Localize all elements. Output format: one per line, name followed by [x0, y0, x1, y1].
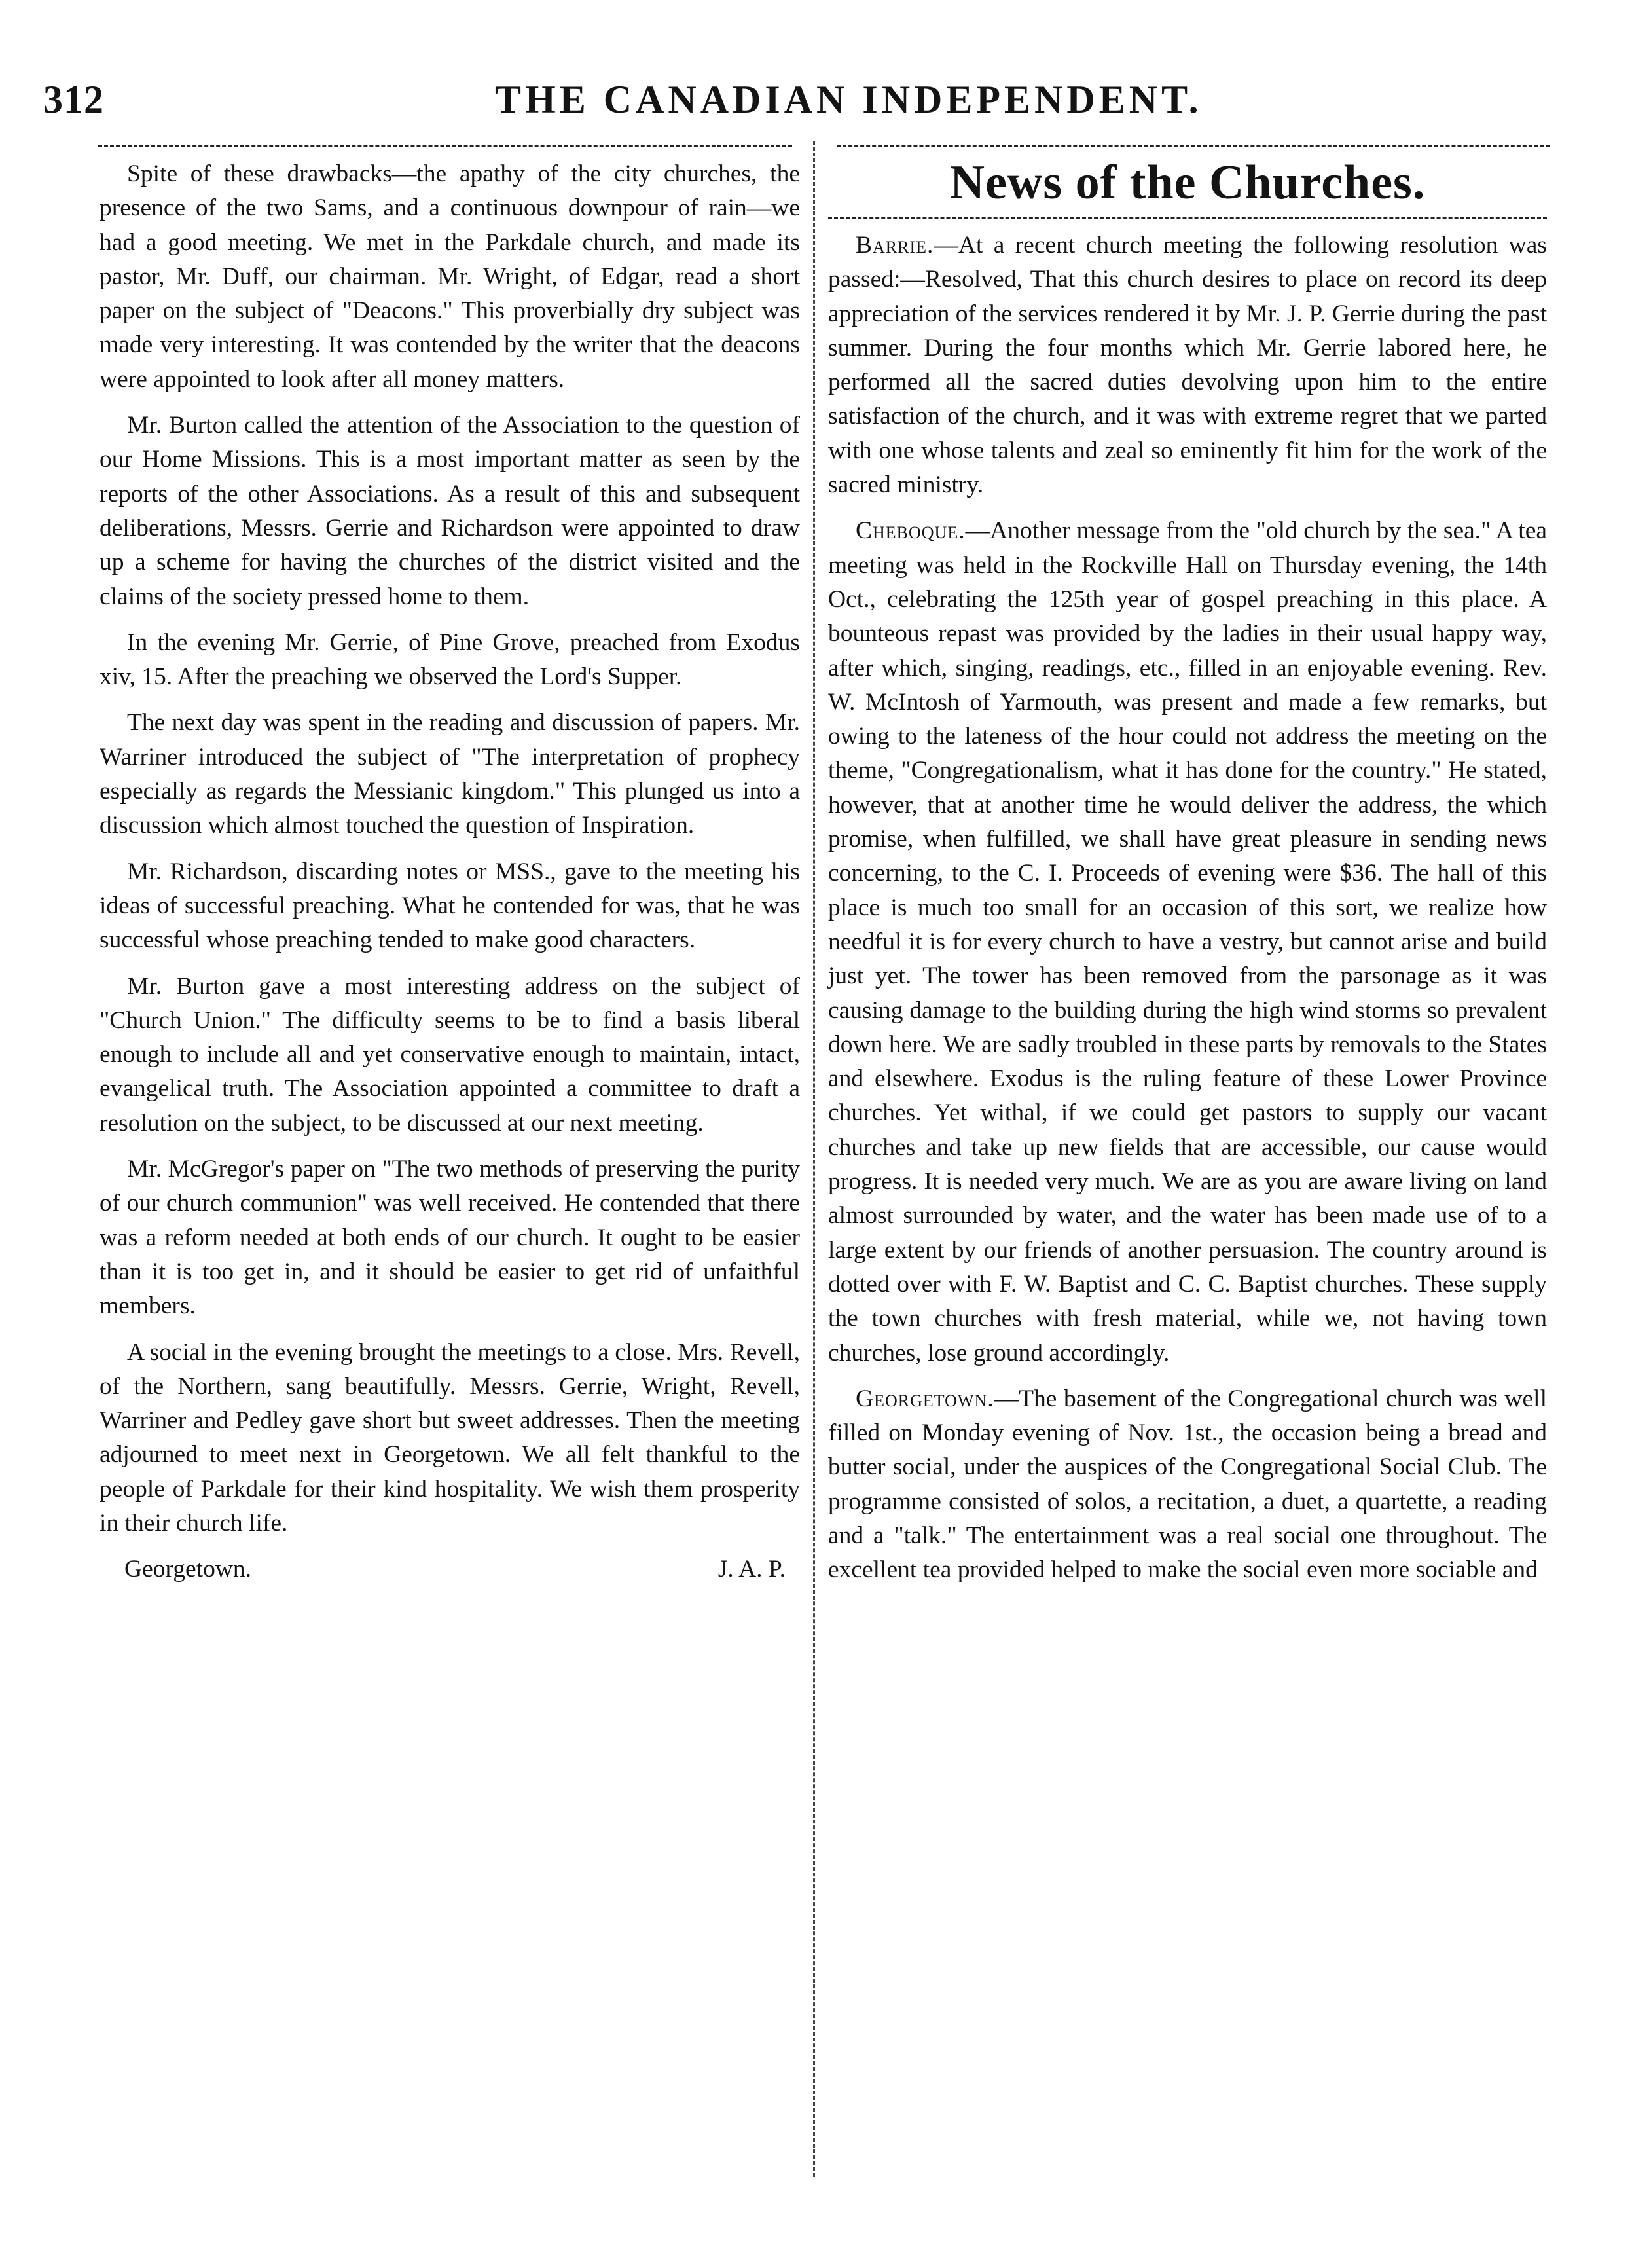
- section-title-rule: [828, 217, 1547, 219]
- signoff-initials: J. A. P.: [717, 1556, 786, 1583]
- left-header-rule: [98, 145, 792, 147]
- paragraph: Mr. McGregor's paper on "The two methods of preserving the purity of our church communion" was well received. He contended that there was a reform needed at both ends of our church. It ought to be easier than it is too get in, and it should be easier to get rid of unfaithful members.: [100, 1156, 800, 1320]
- paragraph: A social in the evening brought the meetings to a close. Mrs. Revell, of the Northern, sang beautifully. Messrs. Gerrie, Wright, Revell, Warriner and Pedley gave short but sweet addresses. Then the meeting adjourned to meet next in Georgetown. We all felt thankful to the people of Parkdale for their kind hospitality. We wish them prosperity in their church life.: [100, 1338, 800, 1537]
- section-title: News of the Churches.: [949, 156, 1426, 210]
- right-column: [828, 149, 1547, 1600]
- news-place: Barrie.: [856, 232, 934, 259]
- left-column: [100, 157, 800, 1599]
- paragraph: Mr. Richardson, discarding notes or MSS., gave to the meeting his ideas of successful preaching. What he contended for was, that he was successful whose preaching tended to make good characters.: [100, 858, 800, 954]
- paragraph: Spite of these drawbacks—the apathy of the city churches, the presence of the two Sams, and a continuous downpour of rain—we had a good meeting. We met in the Parkdale church, and made its pastor, Mr. Duff, our chairman. Mr. Wright, of Edgar, read a short paper on the subject of "Deacons." This proverbially dry subject was made very interesting. It was contended by the writer that the deacons were appointed to look after all money matters.: [100, 160, 800, 393]
- paragraph: Mr. Burton called the attention of the Association to the question of our Home Missions. This is a most important matter as seen by the reports of the other Associations. As a result of this and subsequent deliberations, Messrs. Gerrie and Richardson were appointed to draw up a scheme for having the churches of the district visited and the claims of the society pressed home to them.: [100, 412, 800, 610]
- news-text: —At a recent church meeting the following resolution was passed:—Resolved, That this church desires to place on record its deep appreciation of the services rendered it by Mr. J. P. Gerrie during the past summer. During the four months which Mr. Gerrie labored here, he performed all the sacred duties devolving upon him to the entire satisfaction of the church, and it was with extreme regret that we parted with one whose talents and zeal so eminently fit him for the work of the sacred ministry.: [828, 232, 1547, 499]
- news-item: [828, 1382, 1547, 1588]
- news-place: Cheboque.: [856, 517, 966, 545]
- signoff-place: Georgetown.: [124, 1556, 252, 1583]
- running-title: THE CANADIAN INDEPENDENT.: [495, 78, 1203, 121]
- right-header-rule: [837, 145, 1550, 147]
- page-number: 312: [43, 78, 104, 121]
- column-divider: [813, 141, 815, 2177]
- signoff: [100, 1552, 800, 1586]
- paragraph: In the evening Mr. Gerrie, of Pine Grove, preached from Exodus xiv, 15. After the preaching we observed the Lord's Supper.: [100, 629, 800, 691]
- news-text: —Another message from the "old church by the sea." A tea meeting was held in the Rockville Hall on Thursday evening, the 14th Oct., celebrating the 125th year of gospel preaching in this place. A bounteous repast was provided by the ladies in their usual happy way, after which, singing, readings, etc., filled in an enjoyable evening. Rev. W. McIntosh of Yarmouth, was present and made a few remarks, but owing to the lateness of the hour could not address the meeting on the theme, "Congregationalism, what it has done for the country." He stated, however, that at another time he would deliver the address, the which promise, when fulfilled, we shall have great pleasure in sending news concerning, to the C. I. Proceeds of evening were $36. The hall of this place is much too small for an occasion of this sort, we realize how needful it is for every church to have a vestry, but cannot arise and build just yet. The tower has been removed from the parsonage as it was causing damage to the building during the high wind storms so prevalent down here. We are sadly troubled in these parts by removals to the States and elsewhere. Exodus is the ruling feature of these Lower Province churches. Yet withal, if we could get pastors to supply our vacant churches and take up new fields that are accessible, our cause would progress. It is needed very much. We are as you are aware living on land almost surrounded by water, and the water has been made use of to a large extent by our friends of another persuasion. The country around is dotted over with F. W. Baptist and C. C. Baptist churches. These supply the town churches with fresh material, while we, not having town churches, lose ground accordingly.: [828, 517, 1547, 1366]
- news-item: [828, 229, 1547, 502]
- paragraph: Mr. Burton gave a most interesting address on the subject of "Church Union." The difficulty seems to be to find a basis liberal enough to include all and yet conservative enough to maintain, intact, evangelical truth. The Association appointed a committee to draft a resolution on the subject, to be discussed at our next meeting.: [100, 972, 800, 1137]
- news-place: Georgetown.: [856, 1385, 994, 1412]
- news-text: —The basement of the Congregational church was well filled on Monday evening of Nov. 1st., the occasion being a bread and butter social, under the auspices of the Congregational Social Club. The programme consisted of solos, a recitation, a duet, a quartette, a reading and a "talk." The entertainment was a real social one throughout. The excellent tea provided helped to make the social even more sociable and: [828, 1385, 1547, 1584]
- paragraph: The next day was spent in the reading and discussion of papers. Mr. Warriner introduced the subject of "The interpretation of prophecy especially as regards the Messianic kingdom." This plunged us into a discussion which almost touched the question of Inspiration.: [100, 709, 800, 839]
- news-item: [828, 514, 1547, 1370]
- page-header: [43, 77, 1569, 130]
